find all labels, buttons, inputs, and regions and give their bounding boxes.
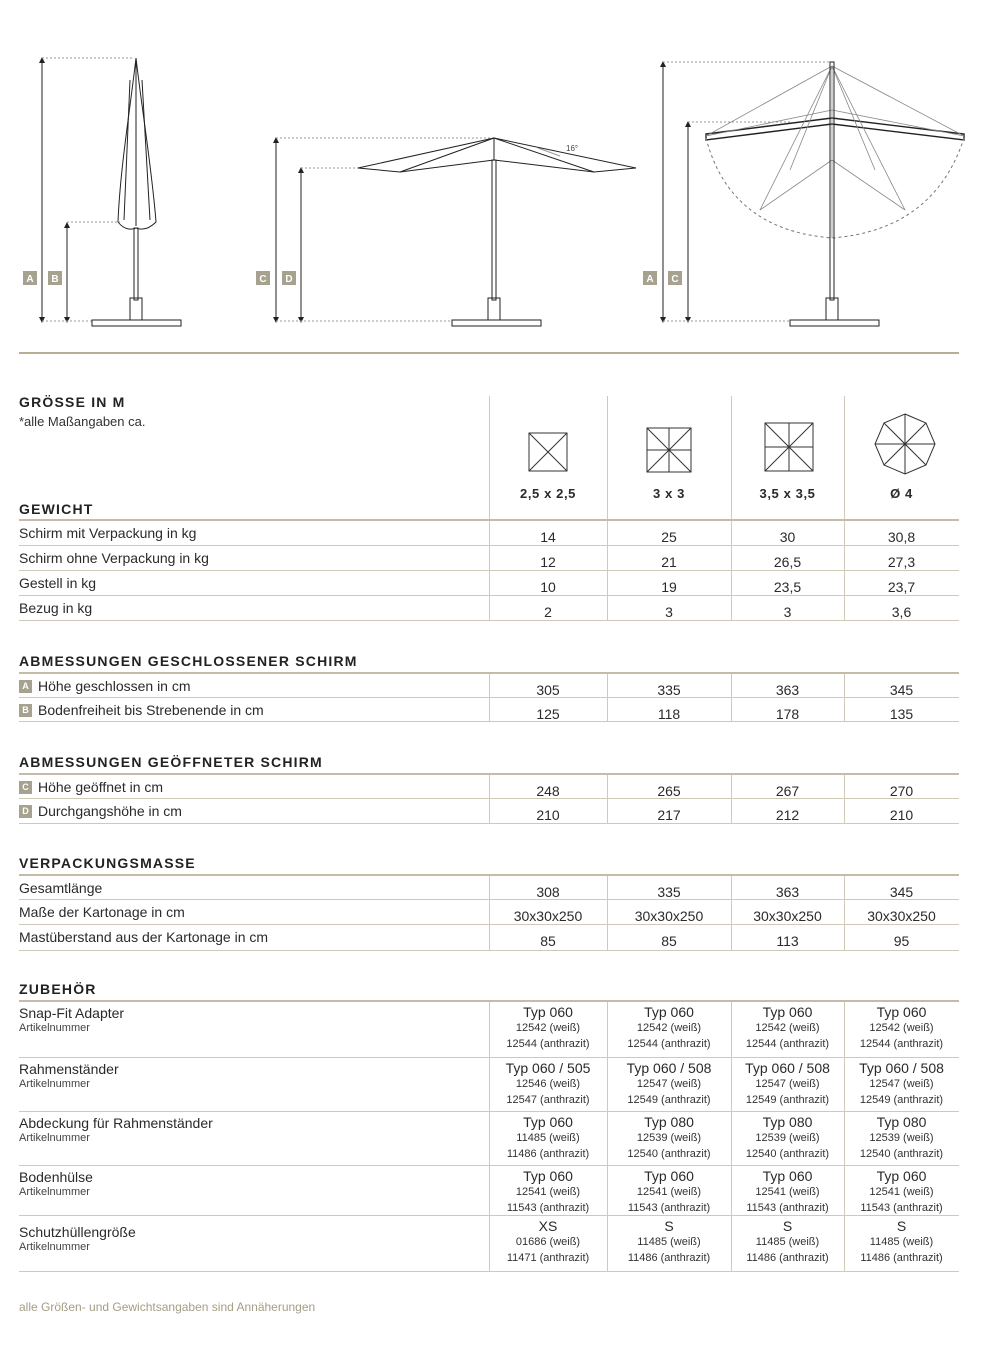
accessory-cell: Typ 060 / 505 12546 (weiß) 12547 (anthrazit): [505, 1060, 591, 1106]
cell-value: 30,8: [887, 529, 916, 545]
square-canopy-icon: [646, 427, 692, 473]
angle-label: 16°: [566, 144, 579, 153]
col-divider: [607, 521, 608, 621]
cell-value: 270: [889, 783, 914, 799]
accessory-cell: Typ 060 12542 (weiß) 12544 (anthrazit): [506, 1004, 590, 1050]
accessory-cell: Typ 060 12542 (weiß) 12544 (anthrazit): [627, 1004, 711, 1050]
cell-value: 345: [889, 884, 914, 900]
cell-value: 248: [536, 783, 560, 799]
accessory-cell: Typ 060 12542 (weiß) 12544 (anthrazit): [859, 1004, 944, 1050]
cell-value: 135: [889, 706, 914, 722]
cell-value: 335: [657, 884, 681, 900]
col-divider: [489, 876, 490, 951]
row-label: Abdeckung für Rahmenständer Artikelnummer: [19, 1115, 213, 1144]
cell-value: 3,6: [891, 604, 912, 620]
row-label: Bezug in kg: [19, 600, 93, 616]
cell-value: 178: [775, 706, 800, 722]
cell-value: 25: [661, 529, 677, 545]
row-label: A Höhe geschlossen in cm: [19, 678, 191, 694]
label-badge: D: [19, 805, 32, 818]
cell-value: 85: [661, 933, 677, 949]
row-label: Schirm ohne Verpackung in kg: [19, 550, 209, 566]
diagram-label-c: C: [259, 274, 267, 285]
col-divider: [607, 674, 608, 722]
cell-value: 305: [536, 682, 560, 698]
closed-umbrella-drawing: [42, 58, 181, 326]
col-divider: [489, 674, 490, 722]
row-label: Mastüberstand aus der Kartonage in cm: [19, 929, 269, 945]
section-title: ABMESSUNGEN GEÖFFNETER SCHIRM: [19, 754, 323, 770]
accessory-cell: S 11485 (weiß) 11486 (anthrazit): [627, 1218, 711, 1264]
accessory-cell: Typ 060 / 508 12547 (weiß) 12549 (anthrazit): [626, 1060, 712, 1106]
cell-value: 30x30x250: [753, 908, 822, 924]
col-divider: [844, 674, 845, 722]
label-badge: B: [19, 704, 32, 717]
col-divider: [731, 521, 732, 621]
accessory-cell: Typ 060 12541 (weiß) 11543 (anthrazit): [627, 1168, 711, 1214]
cell-value: 85: [540, 933, 556, 949]
col-divider: [731, 1002, 732, 1272]
cell-value: 363: [775, 682, 800, 698]
cell-value: 30x30x250: [634, 908, 704, 924]
accessory-cell: Typ 060 11485 (weiß) 11486 (anthrazit): [506, 1114, 590, 1160]
cell-value: 210: [889, 807, 914, 823]
cell-value: 217: [657, 807, 681, 823]
section-title: VERPACKUNGSMASSE: [19, 855, 196, 871]
cell-value: 3: [783, 604, 792, 620]
cell-value: 19: [661, 579, 677, 595]
cell-value: 95: [893, 933, 910, 949]
accessory-cell: Typ 060 12541 (weiß) 11543 (anthrazit): [746, 1168, 829, 1214]
cell-value: 14: [540, 529, 556, 545]
row-label: Gestell in kg: [19, 575, 97, 591]
cell-value: 308: [536, 884, 560, 900]
col-divider: [844, 1002, 845, 1272]
cell-value: 26,5: [773, 554, 802, 570]
accessory-cell: Typ 060 / 508 12547 (weiß) 12549 (anthrazit): [859, 1060, 944, 1106]
row-label: Rahmenständer Artikelnummer: [19, 1061, 119, 1090]
diagram-label-b: B: [51, 274, 59, 285]
accessory-cell: Typ 060 12541 (weiß) 11543 (anthrazit): [506, 1168, 590, 1214]
row-label: Schirm mit Verpackung in kg: [19, 525, 197, 541]
divider: [19, 352, 959, 354]
size-title: GRÖSSE IN M: [19, 394, 126, 410]
square-canopy-icon: [528, 432, 568, 472]
col-divider: [844, 521, 845, 621]
accessory-cell: Typ 080 12539 (weiß) 12540 (anthrazit): [627, 1114, 711, 1160]
col-divider: [844, 775, 845, 824]
cell-value: 113: [776, 933, 799, 949]
col-divider: [607, 1002, 608, 1272]
accessory-cell: S 11485 (weiß) 11486 (anthrazit): [746, 1218, 829, 1264]
size-label: Ø 4: [890, 486, 913, 501]
cell-value: 2: [544, 604, 552, 620]
square-canopy-icon: [764, 422, 814, 472]
cell-value: 12: [540, 554, 556, 570]
col-divider: [731, 775, 732, 824]
cell-value: 10: [540, 579, 556, 595]
cell-value: 335: [657, 682, 681, 698]
col-divider: [731, 876, 732, 951]
accessory-cell: Typ 080 12539 (weiß) 12540 (anthrazit): [859, 1114, 944, 1160]
round-canopy-icon: [873, 412, 937, 476]
cell-value: 30x30x250: [513, 908, 583, 924]
section-title: ABMESSUNGEN GESCHLOSSENER SCHIRM: [19, 653, 358, 669]
footnote: alle Größen- und Gewichtsangaben sind Annäherungen: [19, 1300, 316, 1314]
diagram-label-d: D: [285, 274, 293, 285]
cell-value: 212: [775, 807, 800, 823]
row-label: B Bodenfreiheit bis Strebenende in cm: [19, 702, 264, 718]
accessory-cell: Typ 060 12542 (weiß) 12544 (anthrazit): [745, 1004, 830, 1050]
label-badge: A: [19, 680, 32, 693]
size-label: 3 x 3: [653, 486, 685, 501]
umbrella-dimension-diagrams: [0, 0, 981, 340]
cell-value: 23,7: [887, 579, 916, 595]
row-label: Maße der Kartonage in cm: [19, 904, 185, 920]
diagram-label-a: A: [26, 274, 34, 285]
round-umbrella-drawing: [663, 62, 964, 326]
accessory-cell: XS 01686 (weiß) 11471 (anthrazit): [506, 1218, 590, 1264]
accessory-cell: Typ 060 12541 (weiß) 11543 (anthrazit): [860, 1168, 943, 1214]
col-divider: [489, 1002, 490, 1272]
label-badge: C: [19, 781, 32, 794]
row-label: Gesamtlänge: [19, 880, 103, 896]
section-title: GEWICHT: [19, 501, 94, 517]
cell-value: 265: [657, 783, 681, 799]
section-title: ZUBEHÖR: [19, 981, 97, 997]
diagram-label-a-round: A: [646, 274, 654, 285]
cell-value: 125: [536, 706, 560, 722]
col-divider: [607, 775, 608, 824]
col-divider: [607, 876, 608, 951]
open-umbrella-drawing: [276, 138, 636, 326]
cell-value: 21: [661, 554, 677, 570]
cell-value: 267: [775, 783, 800, 799]
cell-value: 23,5: [773, 579, 802, 595]
row-label: D Durchgangshöhe in cm: [19, 803, 182, 819]
row-label: Snap-Fit Adapter Artikelnummer: [19, 1005, 125, 1034]
cell-value: 363: [775, 884, 800, 900]
cell-value: 345: [889, 682, 914, 698]
cell-value: 30x30x250: [867, 908, 936, 924]
cell-value: 27,3: [887, 554, 916, 570]
col-divider: [731, 674, 732, 722]
size-header: [19, 394, 489, 429]
row-label: C Höhe geöffnet in cm: [19, 779, 163, 795]
accessory-cell: Typ 080 12539 (weiß) 12540 (anthrazit): [745, 1114, 830, 1160]
accessory-cell: Typ 060 / 508 12547 (weiß) 12549 (anthrazit): [745, 1060, 830, 1106]
col-divider: [489, 521, 490, 621]
size-label: 2,5 x 2,5: [520, 486, 576, 501]
row-label: Schutzhüllengröße Artikelnummer: [19, 1224, 136, 1253]
cell-value: 118: [657, 706, 681, 722]
row-label: Bodenhülse Artikelnummer: [19, 1169, 93, 1198]
col-divider: [844, 876, 845, 951]
size-label: 3,5 x 3,5: [759, 486, 816, 501]
cell-value: 3: [665, 604, 673, 620]
accessory-cell: S 11485 (weiß) 11486 (anthrazit): [860, 1218, 943, 1264]
diagram-label-c-round: C: [671, 274, 679, 285]
size-note: *alle Maßangaben ca.: [19, 414, 146, 429]
col-divider: [489, 775, 490, 824]
cell-value: 210: [536, 807, 560, 823]
cell-value: 30: [779, 529, 796, 545]
